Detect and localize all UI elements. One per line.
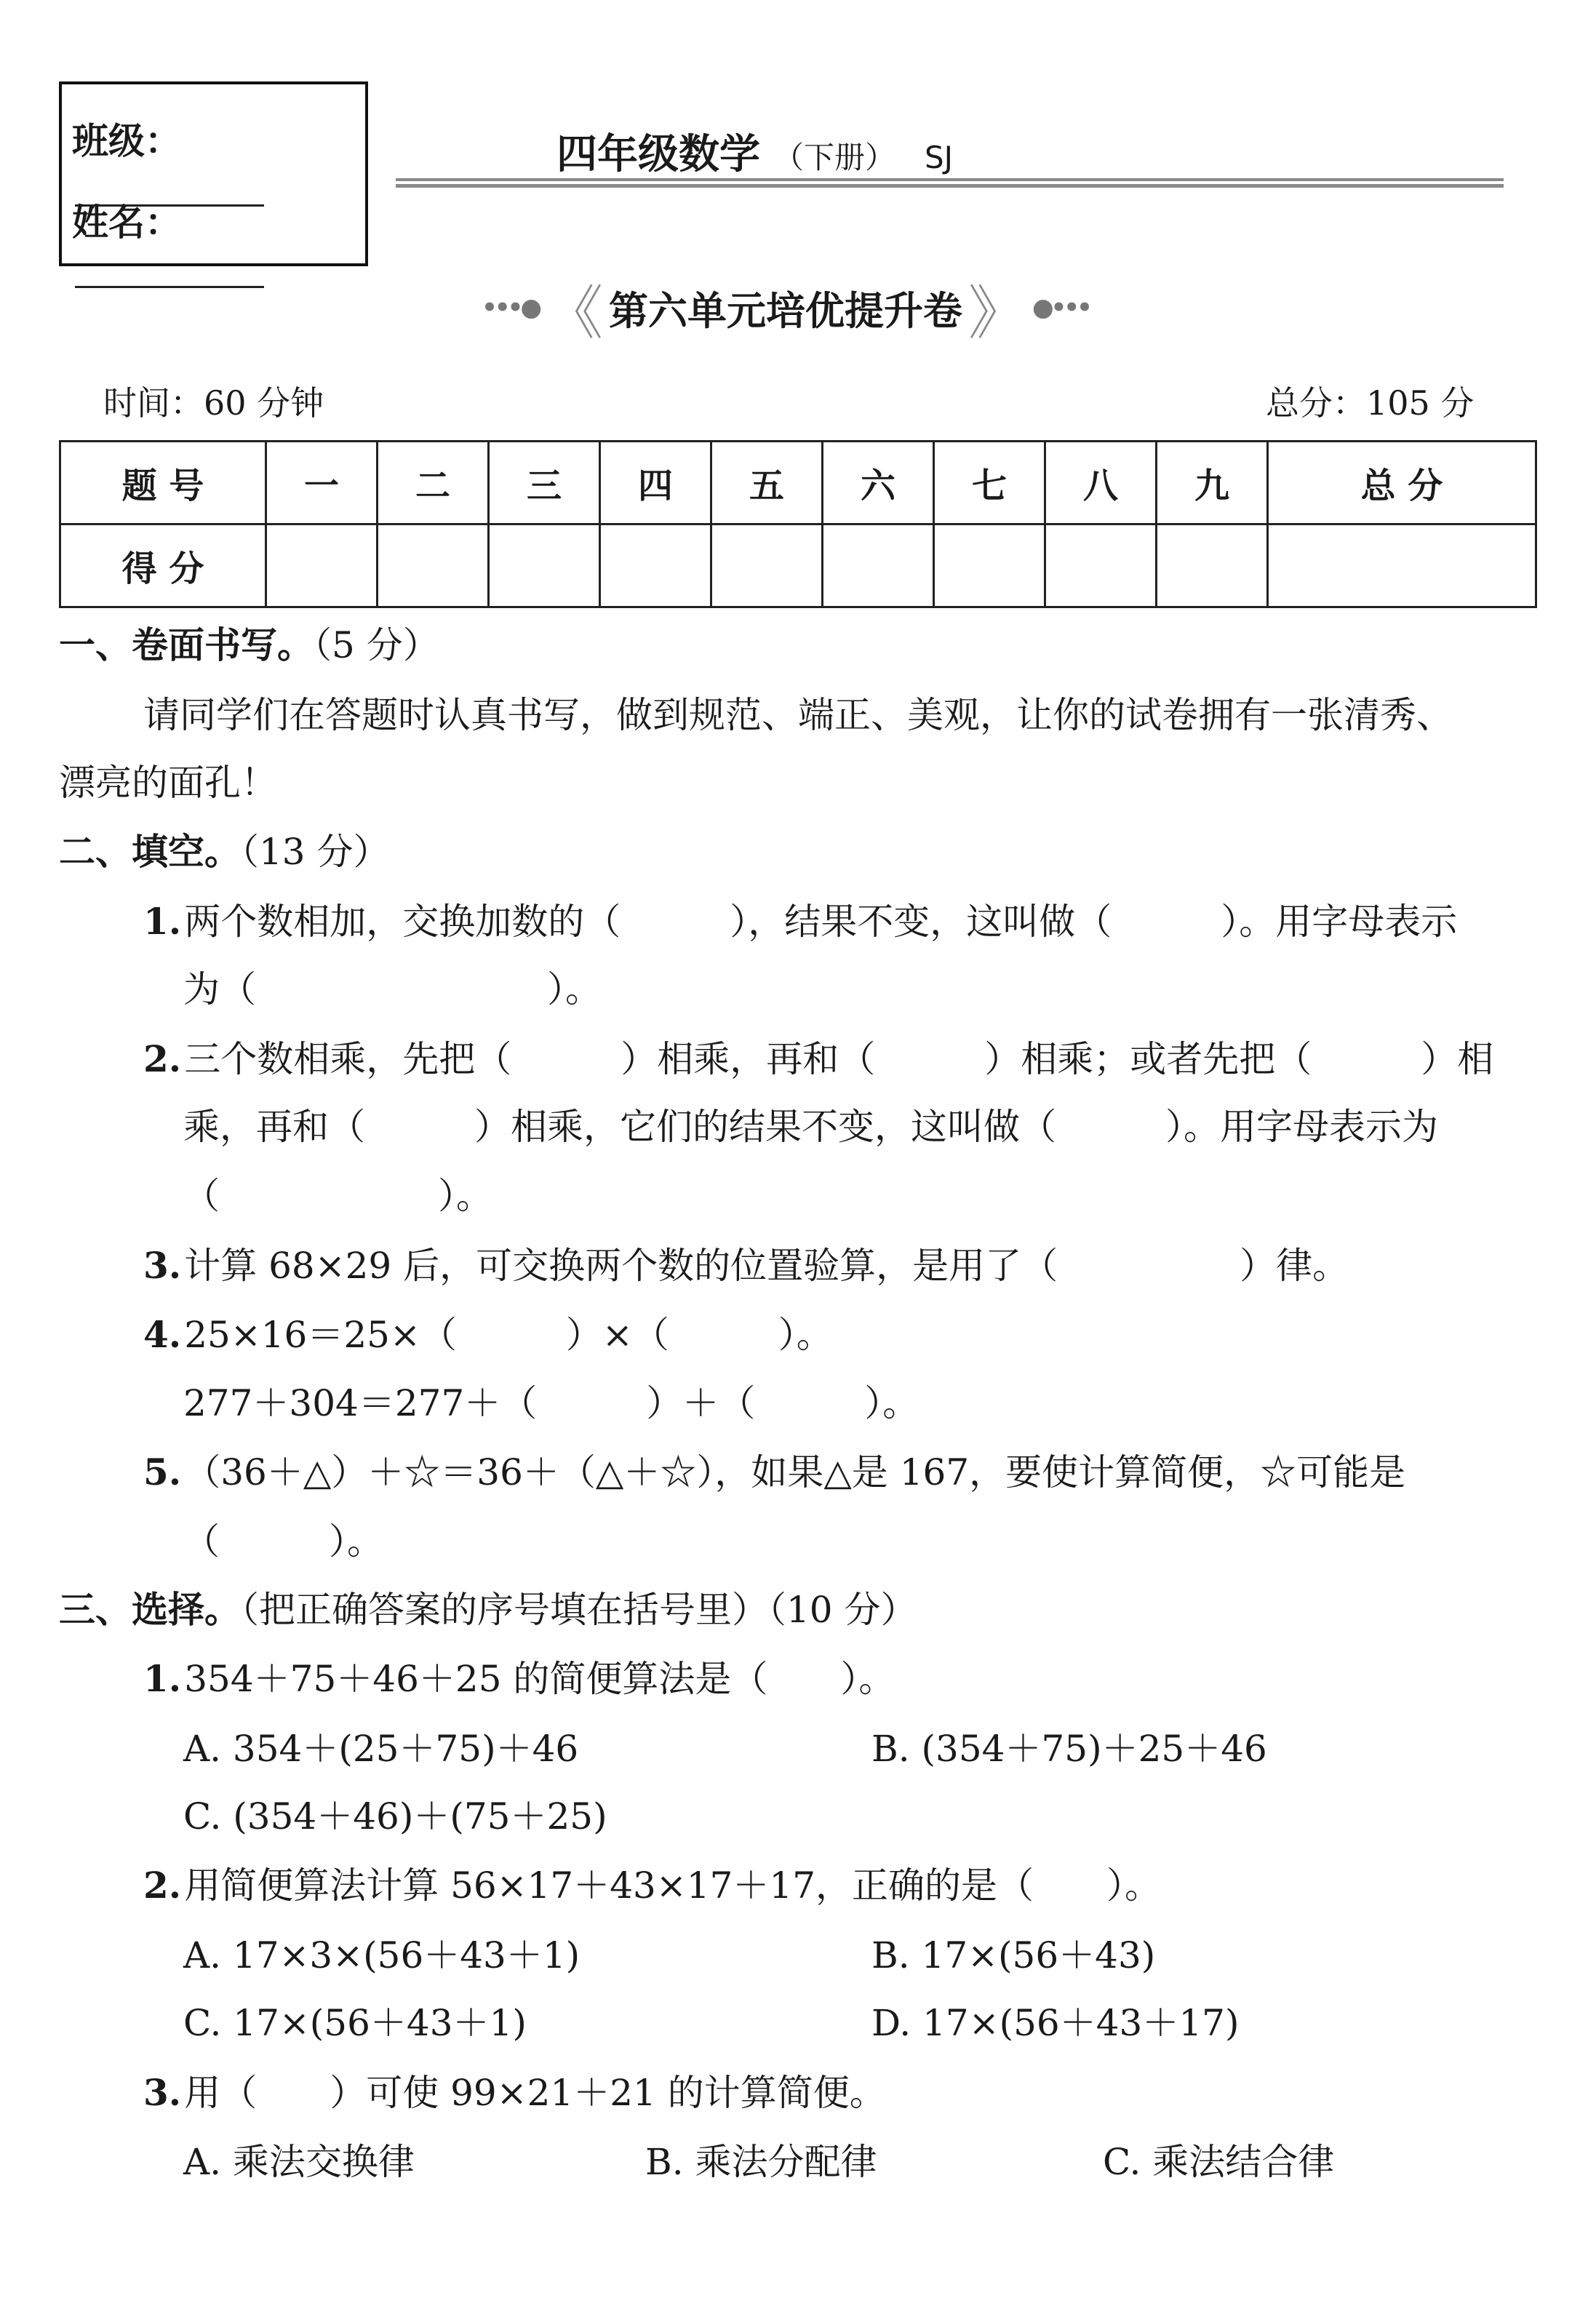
name-blank[interactable] [75,251,264,288]
banner-text: 第六单元培优提升卷 [609,287,962,334]
question-number: 4. [143,1313,182,1356]
divider [396,184,1504,188]
page-title [556,122,953,180]
question-number: 3. [143,2071,182,2114]
option-c: C. 乘法结合律 [1103,2141,1335,2183]
score-cell[interactable] [489,524,600,607]
question [143,1037,1493,1081]
score-row [60,524,1536,607]
name-field[interactable] [72,193,365,288]
heading-score: （5 分） [314,624,439,666]
score-cell[interactable] [934,524,1045,607]
question-text: 用（ ）可使 99×21＋21 的计算简便。 [184,2072,886,2114]
student-info-box [59,81,368,266]
volume-text: （下册） [773,140,896,175]
heading-text: 二、填空。 [59,831,241,873]
question [143,1313,833,1357]
question-text: 三个数相乘，先把（ ）相乘，再和（ ）相乘；或者先把（ ）相 [184,1038,1494,1080]
time-limit: 时间：60 分钟 [103,383,324,423]
option-b: B. (354＋75)＋25＋46 [871,1728,1267,1770]
total-score: 总分：105 分 [1266,383,1475,423]
heading-score: （13 分） [241,831,390,873]
table-header: 三 [489,442,600,524]
question [143,1864,1161,1907]
table-header: 一 [266,442,378,524]
paragraph-line: 请同学们在答题时认真书写，做到规范、端正、美观，让你的试卷拥有一张清秀、 [143,694,1453,736]
score-cell[interactable] [1268,524,1536,607]
edition-text: SJ [925,140,954,175]
question-number: 2. [143,1864,182,1907]
bracket-right-icon: 》 [968,279,1026,347]
question-continuation: （ ）。 [183,1175,492,1217]
question-number: 3. [143,1244,182,1287]
heading-text: 三、选择。 [59,1589,241,1631]
score-cell[interactable] [1045,524,1157,607]
score-table [59,440,1537,608]
question-continuation: 为（ ）。 [183,968,602,1010]
class-label: 班级： [72,120,181,162]
option-a: A. 354＋(25＋75)＋46 [183,1728,579,1770]
question-text: （36＋△）＋☆＝36＋（△＋☆），如果△是 167，要使计算简便，☆可能是 [184,1451,1406,1493]
option-a: A. 17×3×(56＋43＋1) [183,1934,580,1976]
table-header: 题 号 [60,442,266,524]
class-field[interactable] [72,112,365,207]
score-cell[interactable] [711,524,823,607]
heading-score: （把正确答案的序号填在括号里）（10 分） [241,1589,917,1631]
question [143,1657,895,1701]
paragraph-line: 漂亮的面孔！ [59,762,277,804]
question-number: 1. [143,900,182,943]
table-header-row [60,442,1536,524]
question [143,1451,1405,1494]
score-cell[interactable] [266,524,378,607]
option-b: B. 17×(56＋43) [871,1934,1156,1976]
question [143,900,1457,943]
section-heading [59,830,390,874]
question-number: 1. [143,1657,182,1700]
question-continuation: 277＋304＝277＋（ ）＋（ ）。 [183,1382,919,1424]
score-cell[interactable] [378,524,489,607]
question-number: 2. [143,1037,182,1080]
option-b: B. 乘法分配律 [645,2141,877,2183]
divider [396,178,1504,181]
table-header: 二 [378,442,489,524]
question-continuation: （ ）。 [183,1520,383,1563]
score-row-label: 得 分 [60,524,266,607]
heading-text: 一、卷面书写。 [59,624,314,666]
unit-banner [466,275,1106,347]
question-text: 354＋75＋46＋25 的简便算法是（ ）。 [184,1658,895,1700]
option-d: D. 17×(56＋43＋17) [871,2002,1240,2044]
name-label: 姓名： [72,202,181,244]
dots-icon: •••● [482,293,539,322]
score-cell[interactable] [600,524,711,607]
section-heading [59,1588,917,1632]
question [143,2071,886,2115]
question [143,1244,1349,1288]
question-text: 两个数相加，交换加数的（ ），结果不变，这叫做（ ）。用字母表示 [184,901,1458,943]
question-text: 25×16＝25×（ ）×（ ）。 [184,1314,833,1356]
question-number: 5. [143,1451,182,1493]
bracket-left-icon: 《 [545,279,603,347]
table-header: 总 分 [1268,442,1536,524]
table-header: 六 [823,442,934,524]
table-header: 七 [934,442,1045,524]
score-cell[interactable] [1157,524,1268,607]
question-text: 用简便算法计算 56×17＋43×17＋17，正确的是（ ）。 [184,1864,1162,1907]
table-header: 九 [1157,442,1268,524]
section-heading [59,623,439,667]
question-text: 计算 68×29 后，可交换两个数的位置验算，是用了（ ）律。 [184,1245,1349,1287]
table-header: 四 [600,442,711,524]
option-a: A. 乘法交换律 [183,2141,415,2183]
dots-icon: ●••• [1032,293,1090,322]
question-continuation: 乘，再和（ ）相乘，它们的结果不变，这叫做（ ）。用字母表示为 [183,1106,1438,1148]
title-text: 四年级数学 [556,131,760,178]
table-header: 八 [1045,442,1157,524]
table-header: 五 [711,442,823,524]
option-c: C. (354＋46)＋(75＋25) [183,1795,607,1838]
option-c: C. 17×(56＋43＋1) [183,2002,527,2044]
score-cell[interactable] [823,524,934,607]
